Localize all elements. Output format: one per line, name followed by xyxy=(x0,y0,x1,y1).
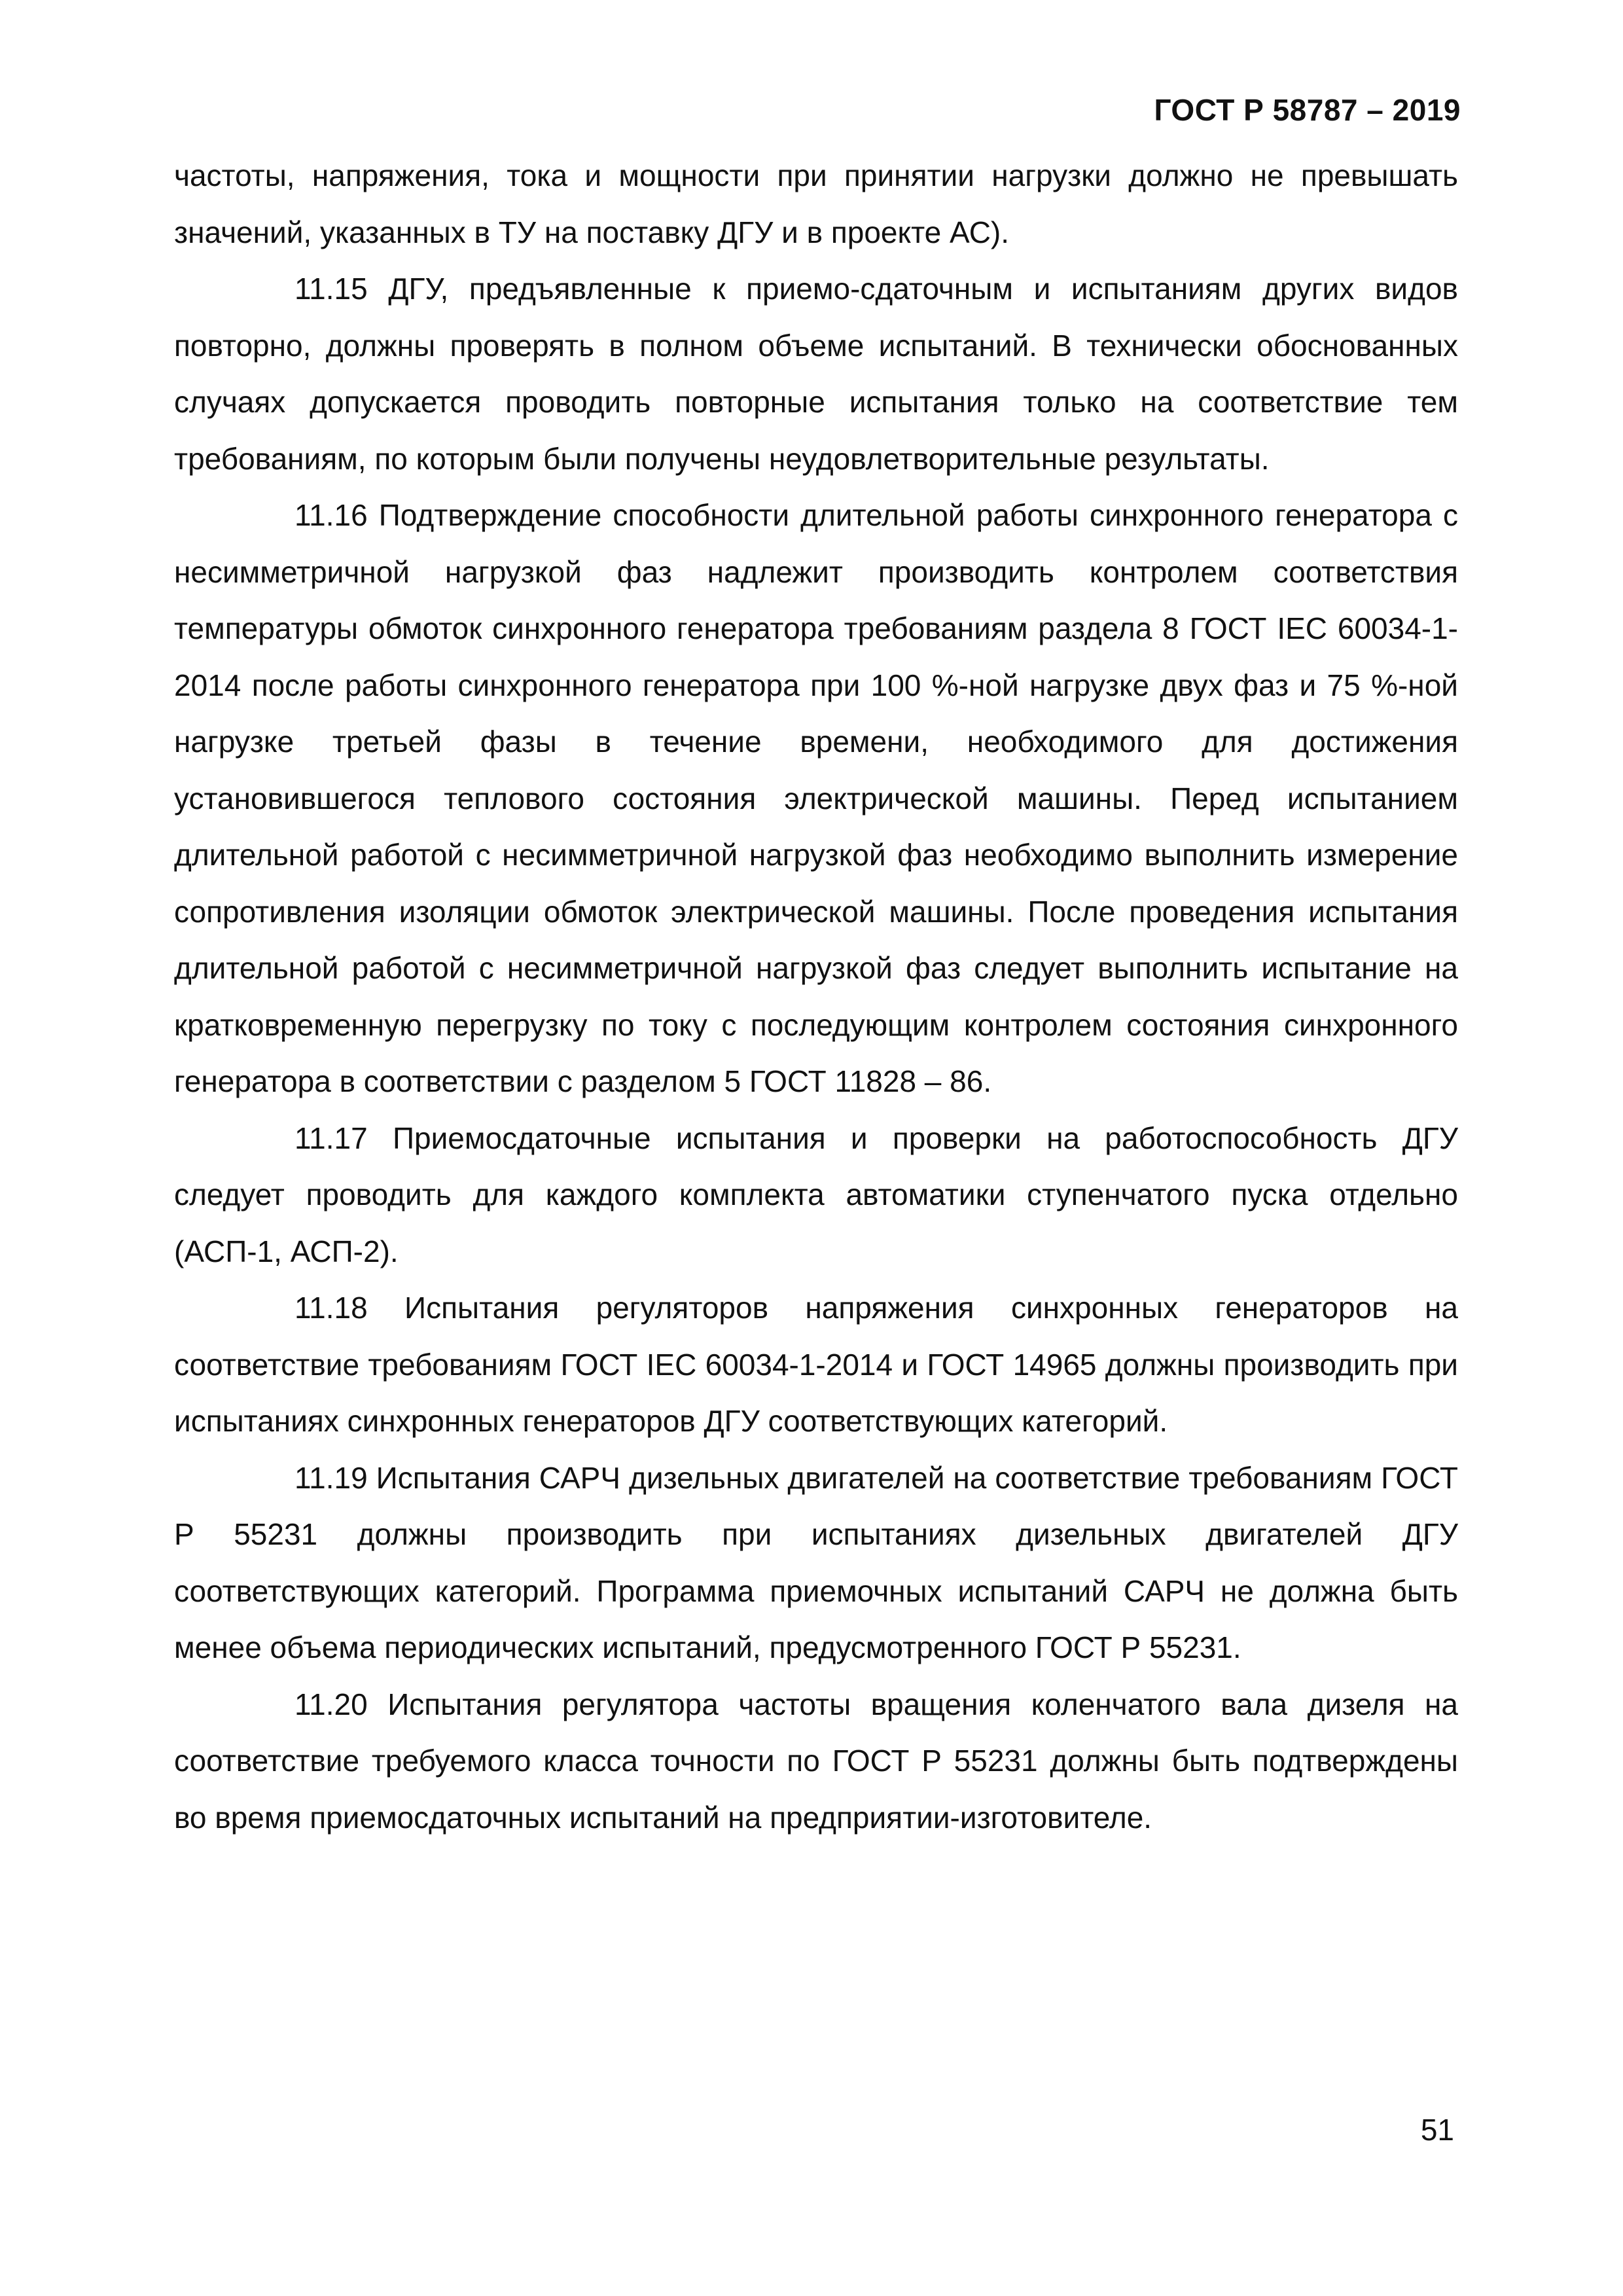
paragraph-11-15: 11.15 ДГУ, предъявленные к приемо-сдаточным и испытаниям других видов повторно, должны проверять в полном объеме испытаний. В технически обоснованных случаях допускается проводить повторные испытания только на соответствие тем требованиям, по которым были получены неудовлетворительные результаты. xyxy=(174,272,1458,476)
paragraph-11-19: 11.19 Испытания САРЧ дизельных двигателей на соответствие требованиям ГОСТ Р 55231 должны производить при испытаниях дизельных двигателей ДГУ соответствующих категорий. Программа приемочных испытаний САРЧ не должна быть менее объема периодических испытаний, предусмотренного ГОСТ Р 55231. xyxy=(174,1460,1458,1664)
paragraph-continuation: частоты, напряжения, тока и мощности при принятии нагрузки должно не превышать значений, указанных в ТУ на поставку ДГУ и в проекте АС). xyxy=(174,158,1458,249)
document-body xyxy=(174,147,1458,1846)
paragraph-11-20: 11.20 Испытания регулятора частоты вращения коленчатого вала дизеля на соответствие требуемого класса точности по ГОСТ Р 55231 должны быть подтверждены во время приемосдаточных испытаний на предприятии-изготовителе. xyxy=(174,1687,1458,1835)
paragraph-11-18: 11.18 Испытания регуляторов напряжения синхронных генераторов на соответствие требованиям ГОСТ IEC 60034-1-2014 и ГОСТ 14965 должны производить при испытаниях синхронных генераторов ДГУ соответствующих категорий. xyxy=(174,1291,1458,1438)
document-header-title: ГОСТ Р 58787 – 2019 xyxy=(1154,93,1461,127)
page-number: 51 xyxy=(1420,2113,1454,2147)
paragraph-11-16: 11.16 Подтверждение способности длительной работы синхронного генератора с несимметричной нагрузкой фаз надлежит производить контролем соответствия температуры обмоток синхронного генератора требованиям раздела 8 ГОСТ IEC 60034-1-2014 после работы синхронного генератора при 100 %-ной нагрузке двух фаз и 75 %-ной нагрузке третьей фазы в течение времени, необходимого для достижения установившегося теплового состояния электрической машины. Перед испытанием длительной работой с несимметричной нагрузкой фаз необходимо выполнить измерение сопротивления изоляции обмоток электрической машины. После проведения испытания длительной работой с несимметричной нагрузкой фаз следует выполнить испытание на кратковременную перегрузку по току с последующим контролем состояния синхронного генератора в соответствии с разделом 5 ГОСТ 11828 – 86. xyxy=(174,498,1458,1098)
paragraph-11-17: 11.17 Приемосдаточные испытания и проверки на работоспособность ДГУ следует проводить для каждого комплекта автоматики ступенчатого пуска отдельно (АСП-1, АСП-2). xyxy=(174,1121,1458,1268)
